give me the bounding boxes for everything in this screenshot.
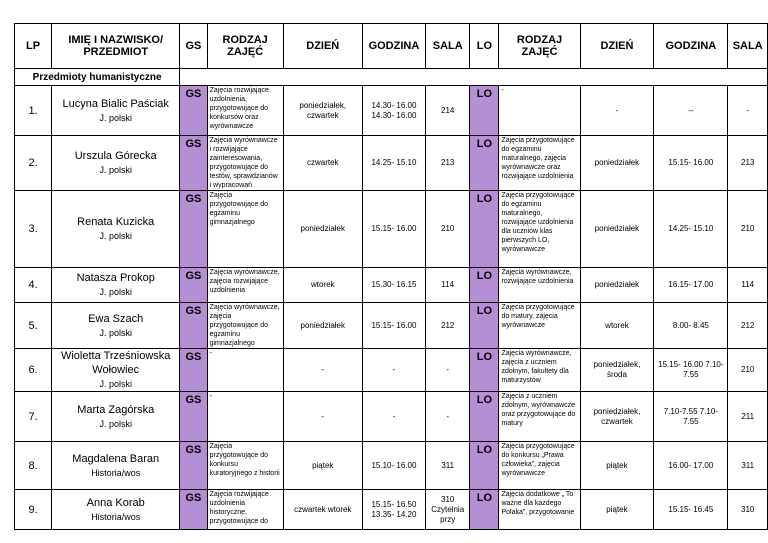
header-day: DZIEŃ [283, 24, 362, 69]
teacher-name: Natasza Prokop [76, 272, 155, 284]
lo-room-cell: 210 [728, 191, 768, 268]
lo-activity-type-cell: Zajęcia dodatkowe „ To ważne dla każdego Polaka”, przygotowanie [499, 490, 580, 530]
gs-label-cell: GS [180, 442, 207, 490]
header-type: RODZAJ ZAJĘĆ [207, 24, 283, 69]
gs-label-cell: GS [180, 136, 207, 191]
lo-label-cell: LO [470, 490, 499, 530]
lo-hour-cell: 15.15- 16.45 [654, 490, 728, 530]
table-row [15, 136, 768, 191]
gs-room-cell: 212 [426, 303, 470, 349]
row-number-cell: 2. [15, 136, 52, 191]
gs-day-cell: - [283, 349, 362, 392]
gs-activity-type-cell: Zajęcia wyrównawcze, zajęcia rozwijające uzdolnienia [207, 268, 283, 303]
lo-activity-type-cell: Zajęcia przygotowujące do egzaminu maturalnego, zajęcia wyrównawcze oraz rozwijające uzdolnienia [499, 136, 580, 191]
gs-hour-cell: - [362, 392, 425, 442]
lo-label-cell: LO [470, 303, 499, 349]
row-number-cell: 7. [15, 392, 52, 442]
row-number-cell: 6. [15, 349, 52, 392]
subject: Historia/wos [91, 467, 141, 478]
header-name: IMIĘ I NAZWISKO/ PRZEDMIOT [52, 24, 180, 69]
gs-activity-type-cell: Zajęcia rozwijające uzdolnienia historyczne, przygotowujące do [207, 490, 283, 530]
lo-room-cell: 210 [728, 349, 768, 392]
gs-label-cell: GS [180, 303, 207, 349]
gs-hour-cell: 14.30- 16.00 14.30- 16.00 [362, 86, 425, 136]
gs-label-cell: GS [180, 268, 207, 303]
lo-activity-type-cell: Zajęcia wyrównawcze, zajęcia z uczniem zdolnym, fakultety dla maturzystów [499, 349, 580, 392]
teacher-cell [52, 191, 180, 268]
section-row [15, 69, 768, 86]
subject: J. polski [99, 165, 132, 175]
gs-day-cell: poniedziałek [283, 191, 362, 268]
header-room: SALA [426, 24, 470, 69]
subject: J. polski [99, 112, 132, 123]
gs-day-cell: poniedziałek, czwartek [283, 86, 362, 136]
teacher-name: Lucyna Bialic Paściak [62, 97, 169, 110]
gs-hour-cell: - [362, 349, 425, 392]
row-number-cell: 9. [15, 490, 52, 530]
teacher-cell [52, 86, 180, 136]
gs-hour-cell: 15.15- 16.50 13.35- 14.20 [362, 490, 425, 530]
lo-label-cell: LO [470, 442, 499, 490]
header-hour: GODZINA [362, 24, 425, 69]
teacher-cell [52, 490, 180, 530]
lo-room-cell: 310 [728, 490, 768, 530]
teacher-name: Marta Zagórska [77, 403, 155, 416]
gs-hour-cell: 15.15- 16.00 [362, 303, 425, 349]
table-row [15, 349, 768, 392]
lo-day-cell: poniedziałek [580, 268, 654, 303]
row-number-cell: 3. [15, 191, 52, 268]
row-number-cell: 5. [15, 303, 52, 349]
lo-label-cell: LO [470, 86, 499, 136]
lo-day-cell: poniedziałek [580, 136, 654, 191]
subject: J. polski [99, 231, 132, 241]
teacher-name: Wioletta Trześniowska Wołowiec [60, 350, 171, 376]
lo-hour-cell: 7.10-7.55 7.10- 7.55 [654, 392, 728, 442]
gs-day-cell: piątek [283, 442, 362, 490]
gs-room-cell: 114 [426, 268, 470, 303]
table-row [15, 86, 768, 136]
section-label: Przedmioty humanistyczne [15, 69, 180, 86]
subject: J. polski [99, 418, 132, 429]
gs-day-cell: czwartek [283, 136, 362, 191]
lo-hour-cell: 14.25- 15.10 [654, 191, 728, 268]
lo-room-cell: 211 [728, 392, 768, 442]
lo-activity-type-cell: Zajęcia z uczniem zdolnym, wyrównawcze oraz przygotowujące do matury [499, 392, 580, 442]
header-row [15, 24, 768, 69]
lo-activity-type-cell: Zajęcia wyrównawcze, rozwijające uzdolnienia [499, 268, 580, 303]
gs-activity-type-cell: Zajęcia wyrównawcze, zajęcia przygotowujące do egzaminu gimnazjalnego [207, 303, 283, 349]
gs-hour-cell: 14.25- 15.10 [362, 136, 425, 191]
lo-hour-cell: 16.00- 17.00 [654, 442, 728, 490]
lo-day-cell: poniedziałek [580, 191, 654, 268]
gs-room-cell: 310 Czytelnia przy [426, 490, 470, 530]
lo-hour-cell: 8.00- 8.45 [654, 303, 728, 349]
lo-label-cell: LO [470, 136, 499, 191]
gs-room-cell: 213 [426, 136, 470, 191]
gs-activity-type-cell: Zajęcia wyrównawcze i rozwijające zainteresowania, przygotowujące do testów, sprawdzianów i wypracowań [207, 136, 283, 191]
subject: J. polski [99, 327, 132, 338]
lo-label-cell: LO [470, 191, 499, 268]
gs-label-cell: GS [180, 191, 207, 268]
lo-day-cell: wtorek [580, 303, 654, 349]
lo-activity-type-cell: Zajęcia przygotowujące do konkursu „Prawa człowieka”, zajęcia wyrównawcze [499, 442, 580, 490]
lo-label-cell: LO [470, 268, 499, 303]
table-row [15, 191, 768, 268]
lo-room-cell: 213 [728, 136, 768, 191]
teacher-name: Urszula Górecka [74, 150, 157, 162]
teacher-cell [52, 136, 180, 191]
teacher-name: Magdalena Baran [72, 452, 160, 465]
row-number-cell: 8. [15, 442, 52, 490]
subject: J. polski [99, 287, 132, 297]
gs-label-cell: GS [180, 490, 207, 530]
section-filler [180, 69, 768, 86]
gs-label-cell: GS [180, 86, 207, 136]
table-row [15, 392, 768, 442]
gs-room-cell: - [426, 349, 470, 392]
lo-activity-type-cell: Zajęcia przygotowujące do egzaminu maturalnego, rozwijające uzdolnienia dla uczniów klas pierwszych LO, wyrównawcze [499, 191, 580, 268]
lo-day-cell: piątek [580, 490, 654, 530]
gs-activity-type-cell: Zajęcia przygotowujące do egzaminu gimnazjalnego [207, 191, 283, 268]
header-day-lo: DZIEŃ [580, 24, 654, 69]
lo-room-cell: 311 [728, 442, 768, 490]
lo-day-cell: piątek [580, 442, 654, 490]
gs-activity-type-cell: - [207, 392, 283, 442]
lo-label-cell: LO [470, 392, 499, 442]
gs-activity-type-cell: Zajęcia przygotowujące do konkursu kuratoryjnego z historii [207, 442, 283, 490]
teacher-name: Renata Kuzicka [77, 216, 155, 228]
gs-label-cell: GS [180, 392, 207, 442]
gs-hour-cell: 15.30- 16.15 [362, 268, 425, 303]
gs-day-cell: czwartek wtorek [283, 490, 362, 530]
lo-label-cell: LO [470, 349, 499, 392]
table-row [15, 303, 768, 349]
teacher-cell [52, 442, 180, 490]
gs-room-cell: 210 [426, 191, 470, 268]
teacher-cell [52, 303, 180, 349]
lo-room-cell: 114 [728, 268, 768, 303]
lo-hour-cell: -- [654, 86, 728, 136]
teacher-cell [52, 349, 180, 392]
lo-hour-cell: 15.15- 16.00 7.10- 7.55 [654, 349, 728, 392]
lo-room-cell: 212 [728, 303, 768, 349]
lo-day-cell: poniedziałek, środa [580, 349, 654, 392]
schedule-table [14, 23, 768, 530]
gs-label-cell: GS [180, 349, 207, 392]
header-lo: LO [470, 24, 499, 69]
lo-activity-type-cell: Zajęcia przygotowujące do matury, zajęcia wyrównawcze [499, 303, 580, 349]
gs-activity-type-cell: - [207, 349, 283, 392]
lo-day-cell: poniedziałek, czwartek [580, 392, 654, 442]
lo-room-cell: - [728, 86, 768, 136]
teacher-name: Ewa Szach [88, 312, 144, 325]
gs-activity-type-cell: Zajęcia rozwijające uzdolnienia, przygotowujące do konkursów oraz wyrównawcze [207, 86, 283, 136]
header-lp: LP [15, 24, 52, 69]
gs-day-cell: poniedziałek [283, 303, 362, 349]
teacher-name: Anna Korab [86, 496, 145, 509]
lo-day-cell: - [580, 86, 654, 136]
subject: J. polski [99, 379, 132, 389]
gs-room-cell: - [426, 392, 470, 442]
lo-hour-cell: 16.15- 17.00 [654, 268, 728, 303]
gs-room-cell: 214 [426, 86, 470, 136]
table-row [15, 442, 768, 490]
row-number-cell: 4. [15, 268, 52, 303]
gs-day-cell: - [283, 392, 362, 442]
header-type-lo: RODZAJ ZAJĘĆ [499, 24, 580, 69]
table-row [15, 490, 768, 530]
header-hour-lo: GODZINA [654, 24, 728, 69]
lo-activity-type-cell: - [499, 86, 580, 136]
gs-room-cell: 311 [426, 442, 470, 490]
header-room-lo: SALA [728, 24, 768, 69]
lo-hour-cell: 15.15- 16.00 [654, 136, 728, 191]
subject: Historia/wos [91, 511, 141, 522]
teacher-cell [52, 268, 180, 303]
gs-hour-cell: 15.15- 16.00 [362, 191, 425, 268]
header-gs: GS [180, 24, 207, 69]
row-number-cell: 1. [15, 86, 52, 136]
table-row [15, 268, 768, 303]
gs-day-cell: wtorek [283, 268, 362, 303]
teacher-cell [52, 392, 180, 442]
gs-hour-cell: 15.10- 16.00 [362, 442, 425, 490]
